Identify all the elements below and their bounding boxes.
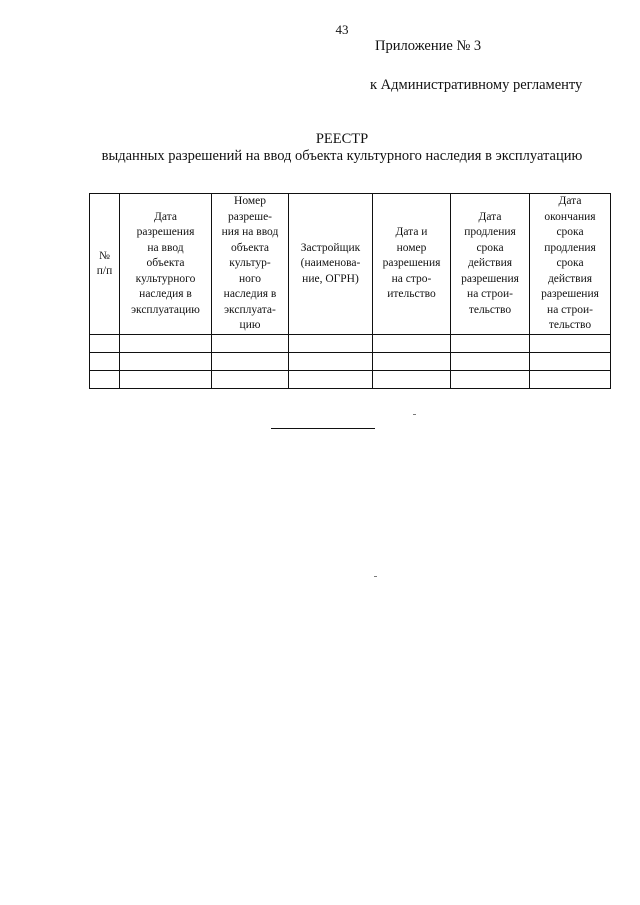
table-cell	[530, 371, 611, 389]
table-cell	[451, 353, 530, 371]
scan-speck	[374, 576, 377, 577]
closing-rule	[271, 428, 375, 429]
table-cell	[451, 371, 530, 389]
table-row	[90, 371, 611, 389]
column-header-number: № п/п	[90, 194, 120, 335]
table-cell	[373, 371, 451, 389]
registry-table	[89, 193, 611, 389]
column-header-permit-number: Номер разреше- ния на ввод объекта культур- ного наследия в эксплуата- цию	[212, 194, 289, 335]
table-row	[90, 335, 611, 353]
table-cell	[120, 371, 212, 389]
column-header-construction-permit: Дата и номер разрешения на стро- ительство	[373, 194, 451, 335]
table-cell	[373, 335, 451, 353]
table-cell	[120, 353, 212, 371]
table-cell	[289, 371, 373, 389]
scan-speck	[413, 414, 416, 415]
table-cell	[530, 335, 611, 353]
table-cell	[120, 335, 212, 353]
table-cell	[289, 353, 373, 371]
table-cell	[373, 353, 451, 371]
table-row	[90, 353, 611, 371]
table-cell	[212, 371, 289, 389]
regulation-label: к Административному регламенту	[370, 77, 583, 93]
registry-title: РЕЕСТР	[315, 131, 369, 147]
column-header-extension-date: Дата продления срока действия разрешения на строи- тельство	[451, 194, 530, 335]
table-cell	[289, 335, 373, 353]
table-cell	[212, 335, 289, 353]
column-header-developer: Застройщик (наименова- ние, ОГРН)	[289, 194, 373, 335]
table-cell	[530, 353, 611, 371]
table-header-row	[90, 194, 611, 335]
table-cell	[451, 335, 530, 353]
column-header-extension-end-date: Дата окончания срока продления срока действия разрешения на строи- тельство	[530, 194, 611, 335]
appendix-label: Приложение № 3	[375, 38, 482, 54]
table-cell	[90, 371, 120, 389]
table-cell	[212, 353, 289, 371]
page-number: 43	[335, 22, 349, 37]
table-cell	[90, 353, 120, 371]
registry-subtitle: выданных разрешений на ввод объекта культурного наследия в эксплуатацию	[101, 148, 583, 164]
column-header-permit-date: Дата разрешения на ввод объекта культурного наследия в эксплуатацию	[120, 194, 212, 335]
table-cell	[90, 335, 120, 353]
